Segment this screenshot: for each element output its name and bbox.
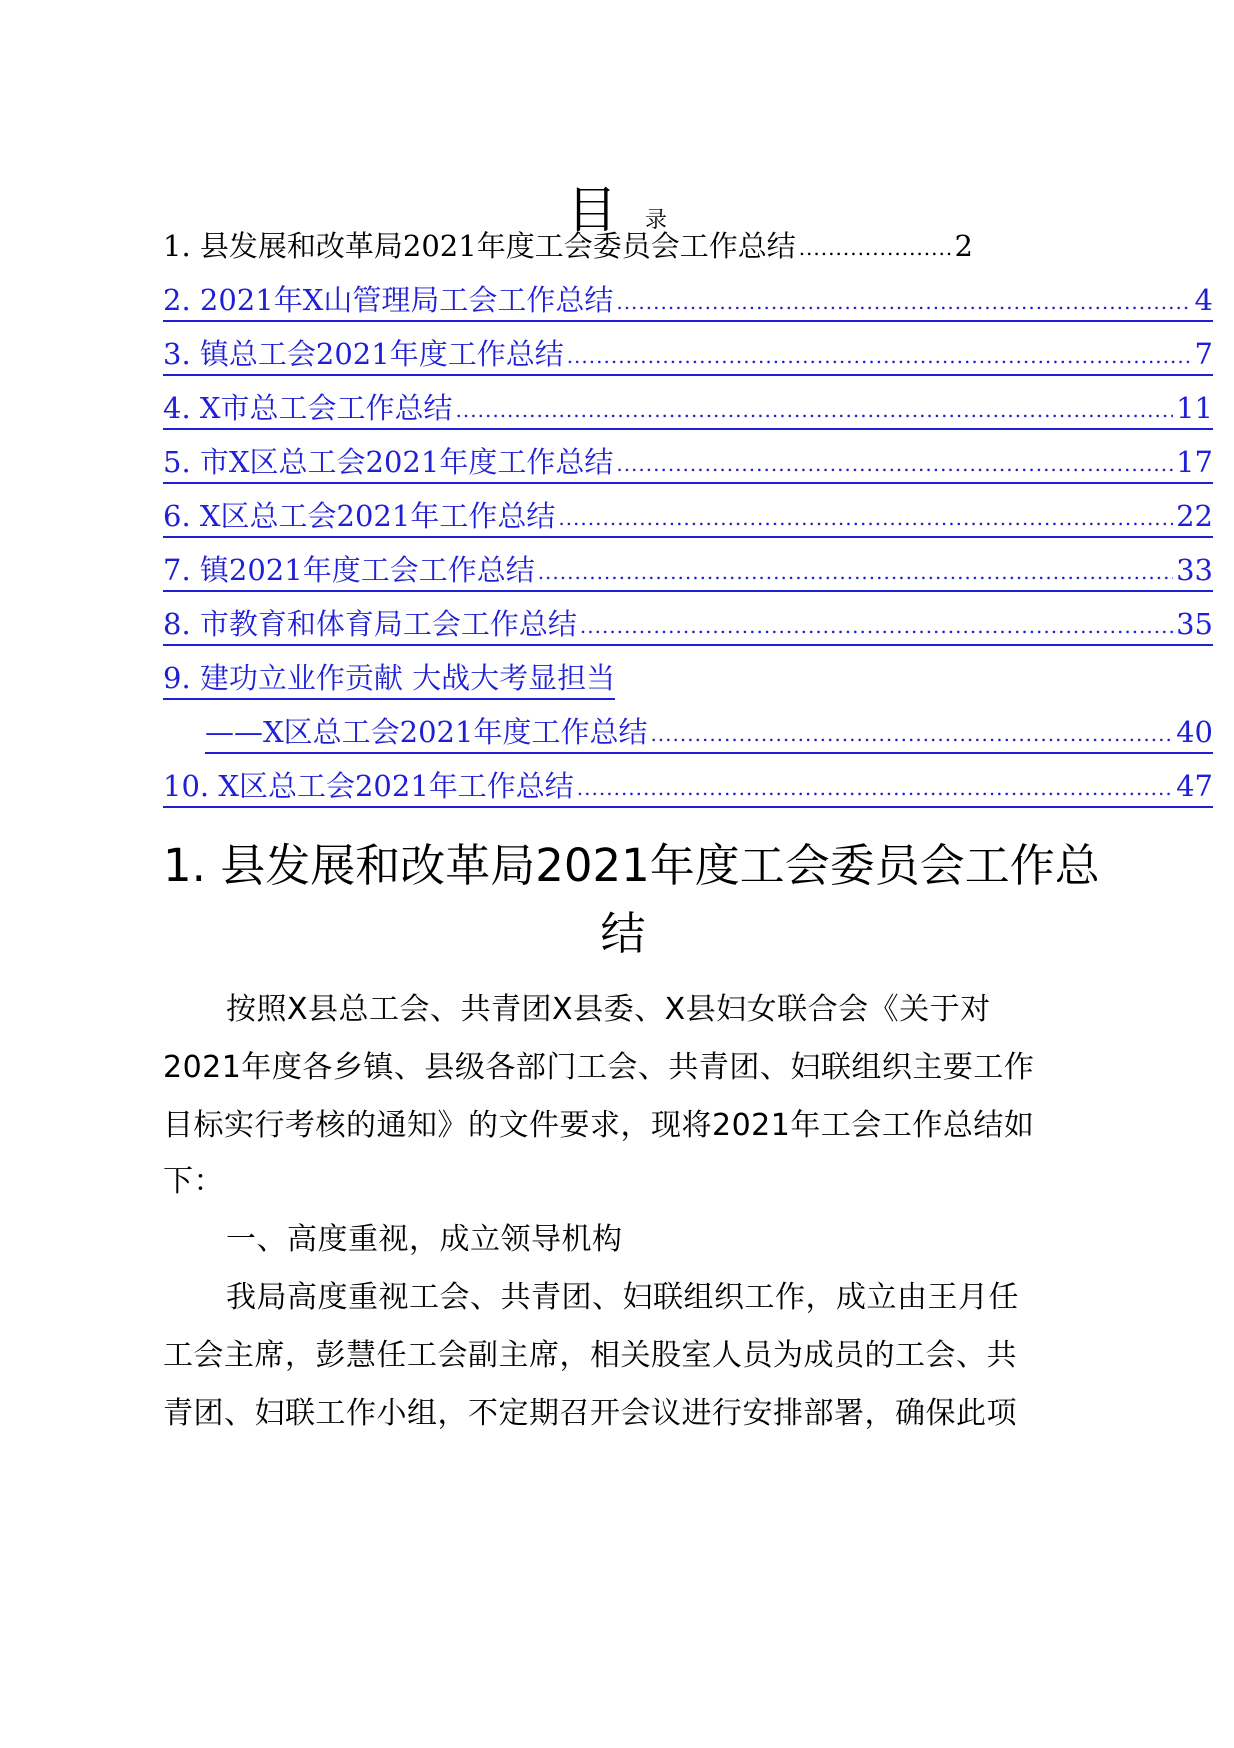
body-paragraph-line: 我局高度重视工会、共青团、妇联组织工作，成立由王月任 (226, 1280, 1019, 1315)
toc-leader (558, 506, 1173, 530)
toc-entry-7[interactable] (163, 550, 1213, 592)
toc-entry-page: 4 (1194, 283, 1213, 317)
toc-entry-5[interactable] (163, 442, 1213, 484)
toc-entry-page: 7 (1194, 337, 1213, 371)
toc-entry-4[interactable] (163, 388, 1213, 430)
toc-entry-label: 5. 市X区总工会2021年度工作总结 (163, 445, 614, 479)
toc-entry-subtitle: ——X区总工会2021年度工作总结 (205, 715, 648, 749)
body-paragraph-line: 下： (163, 1164, 224, 1199)
toc-entry-page: 22 (1176, 499, 1213, 533)
toc-leader (616, 290, 1191, 314)
toc-leader (577, 776, 1173, 800)
toc-heading-small: 录 (644, 208, 667, 233)
body-paragraph-line: 2021年度各乡镇、县级各部门工会、共青团、妇联组织主要工作 (163, 1050, 1035, 1085)
toc-entry-page: 40 (1176, 715, 1213, 749)
document-title-line-2: 结 (600, 907, 646, 960)
toc-entry-3[interactable] (163, 334, 1213, 376)
toc-entry-page: 47 (1176, 769, 1213, 803)
section-heading: 一、高度重视，成立领导机构 (226, 1222, 623, 1257)
toc-leader (580, 614, 1173, 638)
toc-entry-2[interactable] (163, 280, 1213, 322)
toc-entry-label: 7. 镇2021年度工会工作总结 (163, 553, 535, 587)
document-title-line-1: 1. 县发展和改革局2021年度工会委员会工作总 (163, 839, 1100, 892)
toc-entry-page: 17 (1176, 445, 1213, 479)
toc-entry-page: 33 (1176, 553, 1213, 587)
toc-entry-label: 6. X区总工会2021年工作总结 (163, 499, 556, 533)
toc-entry-page: 35 (1176, 607, 1213, 641)
toc-leader (456, 398, 1174, 422)
toc-leader (650, 722, 1173, 746)
toc-entry-9-title[interactable] (163, 658, 615, 700)
toc-entry-label: 9. 建功立业作贡献 大战大考显担当 (163, 661, 616, 695)
toc-leader (538, 560, 1173, 584)
toc-entry-10[interactable] (163, 766, 1213, 808)
toc-entry-9[interactable] (205, 712, 1213, 754)
toc-leader (616, 452, 1173, 476)
toc-entry-8[interactable] (163, 604, 1213, 646)
body-paragraph-line: 工会主席，彭慧任工会副主席，相关股室人员为成员的工会、共 (163, 1338, 1017, 1373)
toc-entry-label: 1. 县发展和改革局2021年度工会委员会工作总结 (163, 229, 796, 263)
body-paragraph-line: 目标实行考核的通知》的文件要求，现将2021年工会工作总结如 (163, 1108, 1035, 1143)
toc-entry-label: 2. 2021年X山管理局工会工作总结 (163, 283, 614, 317)
toc-leader (799, 236, 952, 260)
toc-entry-page: 2 (954, 229, 973, 263)
body-paragraph-line: 青团、妇联工作小组，不定期召开会议进行安排部署，确保此项 (163, 1396, 1017, 1431)
toc-entry-6[interactable] (163, 496, 1213, 538)
toc-entry-label: 4. X市总工会工作总结 (163, 391, 453, 425)
toc-entry-label: 3. 镇总工会2021年度工作总结 (163, 337, 564, 371)
toc-entry-page: 11 (1176, 391, 1213, 425)
toc-heading-big: 目 (566, 181, 617, 239)
toc-leader (567, 344, 1192, 368)
body-paragraph-line: 按照X县总工会、共青团X县委、X县妇女联合会《关于对 (226, 992, 991, 1027)
toc-entry-1[interactable] (163, 226, 973, 266)
toc-entry-label: 10. X区总工会2021年工作总结 (163, 769, 574, 803)
toc-entry-label: 8. 市教育和体育局工会工作总结 (163, 607, 577, 641)
